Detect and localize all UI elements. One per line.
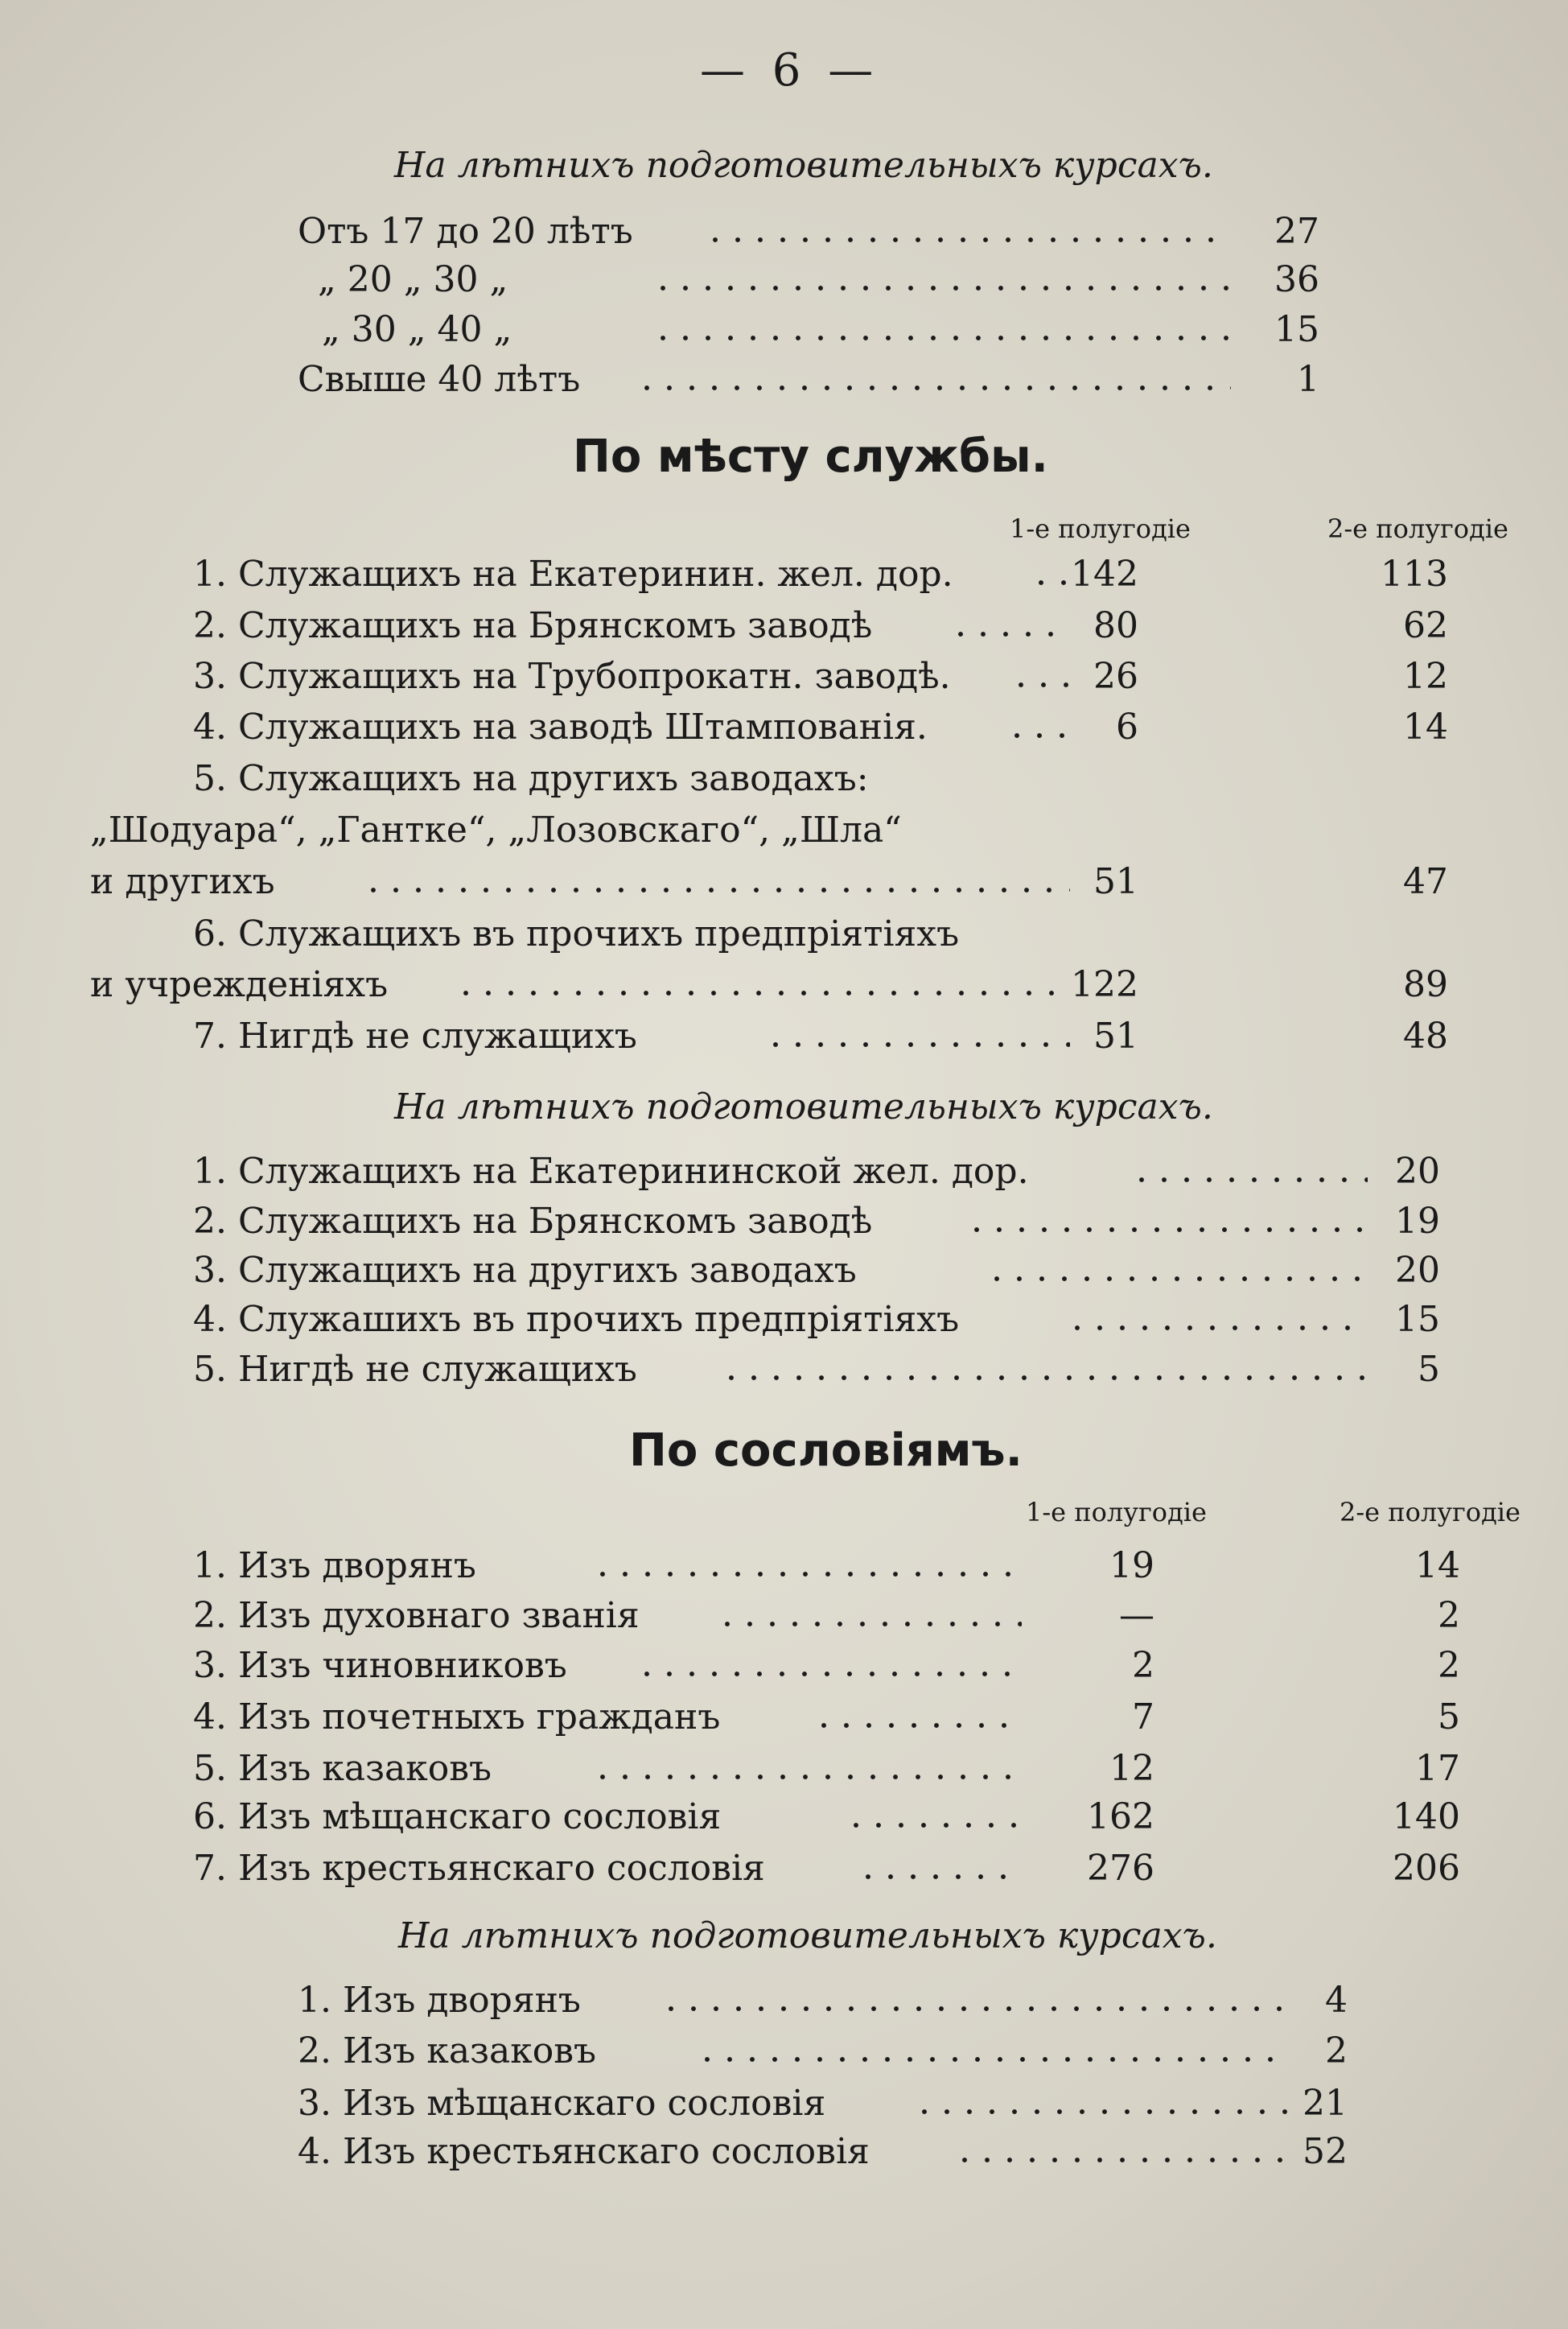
row-value: 21 [1303, 2083, 1348, 2124]
row-value-h2: 2 [1438, 1595, 1460, 1636]
dot-leader [813, 1721, 1022, 1730]
row-value-h1: 142 [1071, 554, 1138, 595]
row-value-h1: 12 [1109, 1748, 1154, 1789]
table-row [0, 309, 1568, 357]
dot-leader [591, 1569, 1022, 1579]
row-value: 2 [1325, 2030, 1348, 2071]
row-label: 2. Служащихъ на Брянскомъ заводѣ [193, 1201, 873, 1242]
row-label: „ 30 „ 40 „ [322, 309, 512, 350]
row-value: 1 [1297, 359, 1319, 400]
row-label: 2. Изъ духовнаго званія [193, 1595, 640, 1636]
row-value-h1: 162 [1087, 1796, 1154, 1837]
row-label: 3. Изъ чиновниковъ [193, 1645, 567, 1686]
dot-leader [652, 333, 1231, 343]
row-value-h1: — [1119, 1595, 1154, 1636]
row-label: и учрежденіяхъ [90, 964, 389, 1005]
row-label: 7. Нигдѣ не служащихъ [193, 1016, 637, 1057]
row-value-h1: 51 [1093, 1016, 1138, 1057]
table-row [0, 913, 1568, 962]
service-col2-header: 2-е полугодіе [1327, 513, 1508, 544]
row-value-h1: 7 [1132, 1696, 1154, 1737]
row-value-h1: 276 [1087, 1848, 1154, 1889]
dot-leader [696, 2055, 1287, 2064]
table-row [0, 554, 1568, 602]
table-row [0, 1748, 1568, 1796]
row-value-h1: 2 [1132, 1645, 1154, 1686]
row-value: 52 [1303, 2131, 1348, 2172]
dot-leader [591, 1772, 1022, 1782]
row-label: 7. Изъ крестьянскаго сословія [193, 1848, 765, 1889]
row-label: 3. Служащихъ на Трубопрокатн. заводѣ. [193, 656, 951, 697]
row-value-h1: 26 [1093, 656, 1138, 697]
age-summer-title: На лѣтнихъ подготовительныхъ курсахъ. [394, 145, 1213, 186]
dot-leader [913, 2107, 1287, 2117]
row-label: „ 20 „ 30 „ [318, 259, 508, 300]
row-value-h2: 14 [1403, 707, 1448, 748]
row-label: 2. Изъ казаковъ [298, 2030, 597, 2071]
row-value-h2: 48 [1403, 1016, 1448, 1057]
row-value: 20 [1395, 1151, 1440, 1192]
row-label: „Шодуара“, „Гантке“, „Лозовскаго“, „Шла“ [90, 810, 902, 851]
row-label: 5. Нигдѣ не служащихъ [193, 1349, 637, 1390]
dot-leader [660, 2004, 1287, 2014]
dot-leader [716, 1619, 1022, 1629]
dot-leader [720, 1373, 1368, 1383]
row-value-h2: 12 [1403, 656, 1448, 697]
row-value: 4 [1325, 1980, 1348, 2021]
table-row [0, 964, 1568, 1012]
row-value-h1: 19 [1109, 1545, 1154, 1586]
dot-leader [965, 1225, 1368, 1235]
row-value-h2: 89 [1403, 964, 1448, 1005]
table-row [0, 211, 1568, 259]
table-row [0, 1645, 1568, 1693]
row-value: 36 [1274, 259, 1319, 300]
service-heading: По мѣсту службы. [573, 431, 1048, 483]
row-value-h1: 6 [1116, 707, 1138, 748]
table-row [0, 2030, 1568, 2079]
row-value: 20 [1395, 1250, 1440, 1291]
table-row [0, 1299, 1568, 1347]
row-label: 4. Изъ почетныхъ гражданъ [193, 1696, 721, 1737]
row-value-h2: 47 [1403, 861, 1448, 902]
table-row [0, 1151, 1568, 1199]
row-value: 15 [1274, 309, 1319, 350]
row-label: 1. Изъ дворянъ [193, 1545, 476, 1586]
row-value-h2: 62 [1403, 605, 1448, 646]
row-value-h2: 14 [1415, 1545, 1460, 1586]
row-value-h1: 122 [1071, 964, 1138, 1005]
table-row [0, 656, 1568, 704]
table-row [0, 259, 1568, 307]
row-label: Свыше 40 лѣтъ [298, 359, 581, 400]
table-row [0, 1545, 1568, 1593]
row-label: 1. Служащихъ на Екатерининской жел. дор. [193, 1151, 1029, 1192]
estate-heading: По сословіямъ. [629, 1424, 1023, 1477]
row-value-h2: 5 [1438, 1696, 1460, 1737]
row-label: 4. Служащихъ на заводѣ Штампованія. [193, 707, 928, 748]
row-value-h1: 51 [1093, 861, 1138, 902]
table-row [0, 2131, 1568, 2179]
estate-col2-header: 2-е полугодіе [1340, 1497, 1521, 1527]
estate-col1-header: 1-е полугодіе [1026, 1497, 1207, 1527]
dot-leader [1066, 1323, 1368, 1333]
table-row [0, 1595, 1568, 1643]
row-label: 5. Изъ казаковъ [193, 1748, 492, 1789]
table-row [0, 1980, 1568, 2028]
dot-leader [764, 1040, 1070, 1049]
row-label: 5. Служащихъ на другихъ заводахъ: [193, 758, 869, 799]
row-label: 1. Изъ дворянъ [298, 1980, 581, 2021]
table-row [0, 359, 1568, 407]
dot-leader [1130, 1175, 1368, 1185]
dot-leader [636, 383, 1231, 393]
dot-leader [986, 1274, 1368, 1284]
row-value: 5 [1418, 1349, 1440, 1390]
dot-leader [704, 235, 1231, 245]
row-label: 6. Изъ мѣщанскаго сословія [193, 1796, 722, 1837]
row-label: 4. Служашихъ въ прочихъ предпріятіяхъ [193, 1299, 960, 1340]
table-row [0, 707, 1568, 755]
row-value-h2: 206 [1393, 1848, 1460, 1889]
table-row [0, 1201, 1568, 1249]
table-row [0, 758, 1568, 806]
row-label: и другихъ [90, 861, 275, 902]
row-value-h2: 17 [1415, 1748, 1460, 1789]
table-row [0, 1016, 1568, 1064]
table-row [0, 861, 1568, 909]
page-number: — 6 — [700, 44, 880, 97]
table-row [0, 605, 1568, 653]
row-value: 15 [1395, 1299, 1440, 1340]
dot-leader [455, 988, 1070, 998]
row-label: 3. Изъ мѣщанскаго сословія [298, 2083, 826, 2124]
table-row [0, 1250, 1568, 1298]
dot-leader [857, 1872, 1022, 1882]
row-value-h2: 140 [1393, 1796, 1460, 1837]
estate-summer-title: На лѣтнихъ подготовительныхъ курсахъ. [398, 1915, 1217, 1956]
row-value-h1: 80 [1093, 605, 1138, 646]
row-label: 1. Служащихъ на Екатеринин. жел. дор. [193, 554, 953, 595]
table-row [0, 810, 1568, 858]
dot-leader [845, 1820, 1022, 1830]
row-label: 3. Служащихъ на другихъ заводахъ [193, 1250, 857, 1291]
service-summer-title: На лѣтнихъ подготовительныхъ курсахъ. [394, 1086, 1213, 1127]
row-value-h2: 113 [1381, 554, 1448, 595]
row-label: Отъ 17 до 20 лѣтъ [298, 211, 633, 252]
dot-leader [362, 885, 1070, 895]
table-row [0, 1349, 1568, 1397]
row-value: 19 [1395, 1201, 1440, 1242]
row-label: 6. Служащихъ въ прочихъ предпріятіяхъ [193, 913, 960, 954]
dot-leader [636, 1669, 1022, 1679]
table-row [0, 1848, 1568, 1896]
row-label: 2. Служащихъ на Брянскомъ заводѣ [193, 605, 873, 646]
service-col1-header: 1-е полугодіе [1010, 513, 1191, 544]
row-label: 4. Изъ крестьянскаго сословія [298, 2131, 870, 2172]
table-row [0, 2083, 1568, 2131]
row-value: 27 [1274, 211, 1319, 252]
table-row [0, 1696, 1568, 1745]
dot-leader [652, 283, 1231, 293]
dot-leader [953, 2155, 1287, 2165]
table-row [0, 1796, 1568, 1845]
row-value-h2: 2 [1438, 1645, 1460, 1686]
